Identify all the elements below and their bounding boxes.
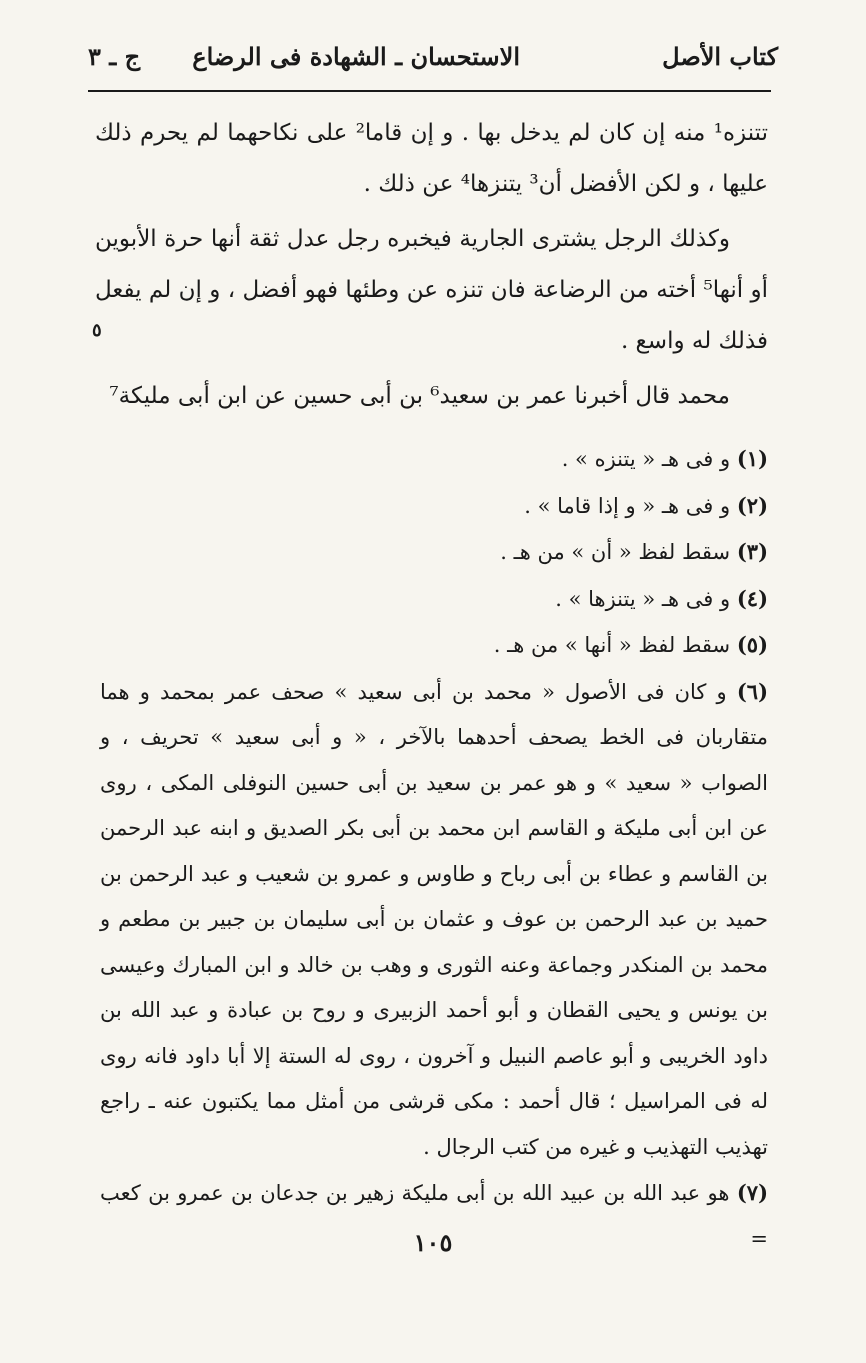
footnote bbox=[100, 483, 768, 530]
footnote-number: (٥) bbox=[736, 632, 768, 657]
footnote-number: (٢) bbox=[736, 492, 768, 518]
footnote-text: سقط لفظ « أن » من هـ . bbox=[500, 540, 731, 564]
footnote-text: و فى هـ « يتنزها » . bbox=[555, 586, 731, 611]
chapter-title: الاستحسان ـ الشهادة فى الرضاع bbox=[192, 41, 521, 71]
footnote bbox=[100, 576, 768, 623]
header-rule bbox=[88, 90, 771, 92]
footnote-number: (٣) bbox=[736, 539, 768, 564]
footnote-text: و فى هـ « يتنزه » . bbox=[561, 447, 731, 471]
footnote-text: سقط لفظ « أنها » من هـ . bbox=[493, 633, 731, 657]
footnote-text: هو عبد الله بن عبيد الله بن أبى مليكة زهير بن جدعان بن عمرو بن كعب = bbox=[100, 1181, 768, 1251]
footnote-number: (٧) bbox=[736, 1180, 768, 1205]
footnote-text: و كان فى الأصول « محمد بن أبى سعيد » صحف عمر بمحمد و هما متقاربان فى الخط يصحف أحدهما بالآخر ، « و أبى سعيد » تحريف ، و الصواب « سعيد » و هو عمر بن سعيد بن أبى حسين النوفلى المكى ، روى عن ابن أبى مليكة و القاسم ابن محمد بن أبى بكر الصديق و ابنه عبد الرحمن بن القاسم و عطاء بن أبى رباح و طاوس و عمرو بن شعيب و عبد الرحمن بن حميد بن عبد الرحمن بن عوف و عثمان بن أبى سليمان بن جبير بن مطعم و محمد بن المنكدر وجماعة وعنه الثورى و وهب بن خالد و ابن المبارك وعيسى بن يونس و يحيى القطان و أبو أحمد الزبيرى و روح بن عبادة و عبد الله بن داود الخريبى و أبو عاصم النبيل و آخرون ، روى له الستة إلا أبا داود فانه روى له فى المراسيل ؛ قال أحمد : مكى قرشى من أمثل مما يكتبون عنه ـ راجع تهذيب التهذيب و غيره من كتب الرجال . bbox=[100, 679, 768, 1159]
book-title: كتاب الأصل bbox=[662, 41, 778, 71]
page-number: ١٠٥ bbox=[413, 1228, 453, 1257]
main-text bbox=[95, 108, 768, 422]
footnote bbox=[100, 436, 768, 483]
footnote bbox=[100, 622, 768, 669]
footnote-text: و فى هـ « و إذا قاما » . bbox=[524, 493, 731, 518]
footnote bbox=[100, 669, 768, 1171]
volume-label: ج ـ ٣ bbox=[88, 41, 141, 71]
footnote-number: (٤) bbox=[736, 585, 768, 611]
paragraph: تتنزه¹ منه إن كان لم يدخل بها . و إن قاما² على نكاحهما لم يحرم ذلك عليها ، و لكن الأفضل أن³ يتنزها⁴ عن ذلك . bbox=[95, 120, 768, 197]
paragraph: وكذلك الرجل يشترى الجارية فيخبره رجل عدل ثقة أنها حرة الأبوين أو أنها⁵ أخته من الرضاعة فان تنزه عن وطئها فهو أفضل ، و إن لم يفعل فذلك له واسع . bbox=[95, 226, 768, 354]
footnote bbox=[100, 529, 768, 576]
running-header bbox=[88, 34, 778, 78]
footnotes bbox=[100, 436, 768, 1262]
paragraph: محمد قال أخبرنا عمر بن سعيد⁶ بن أبى حسين عن ابن أبى مليكة⁷ bbox=[109, 383, 730, 409]
footnote-number: (٦) bbox=[736, 678, 768, 704]
line-number: ٥ bbox=[92, 320, 102, 341]
footnote-number: (١) bbox=[736, 446, 768, 471]
